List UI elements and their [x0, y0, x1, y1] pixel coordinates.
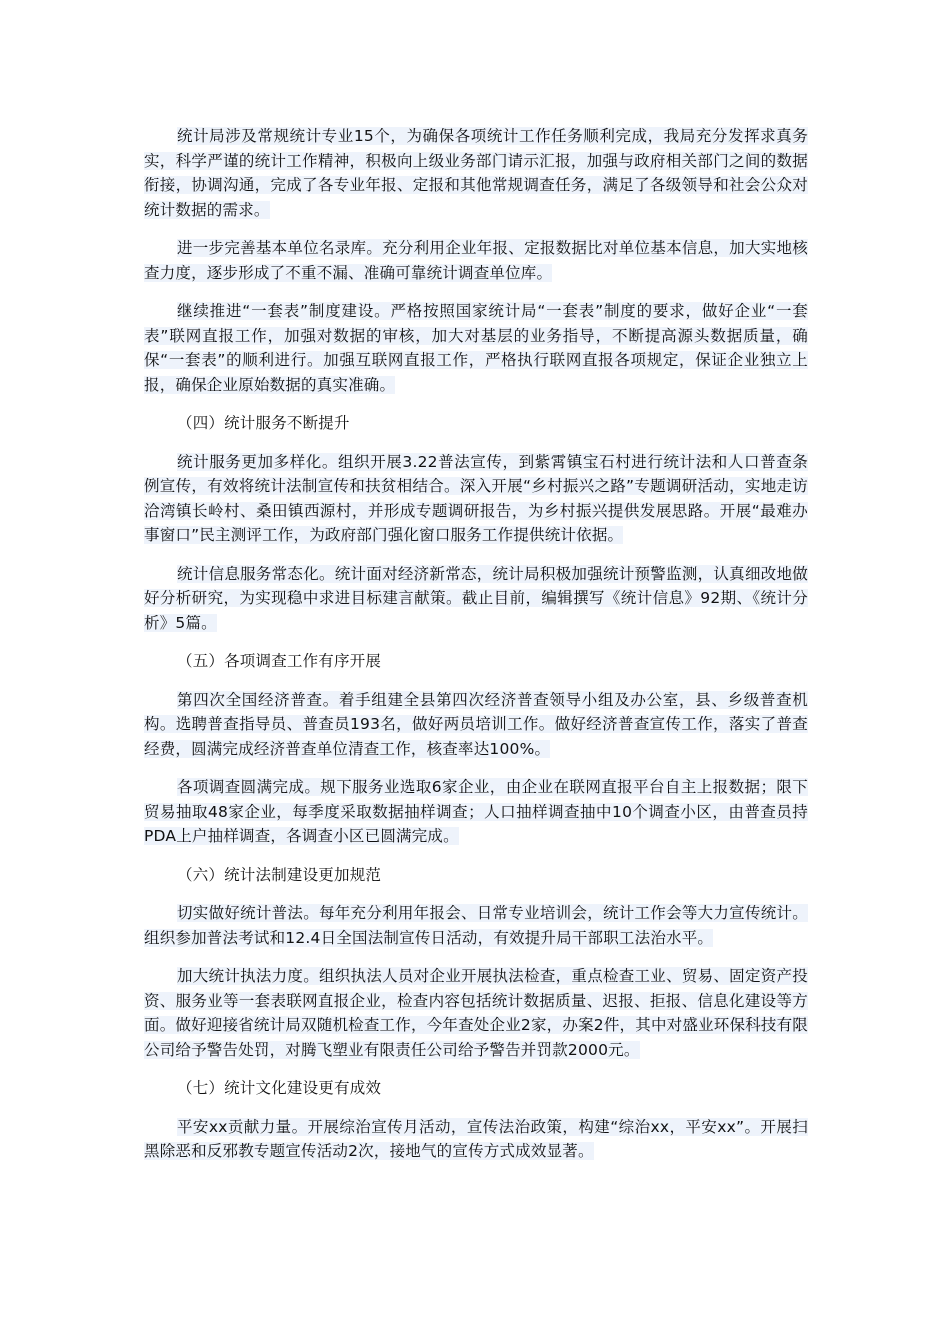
paragraph-safety-contribution: 平安xx贡献力量。开展综治宣传月活动，宣传法治政策，构建“综治xx，平安xx”。开展扫黑除恶和反邪教专题宣传活动2次，接地气的宣传方式成效显著。: [144, 1117, 808, 1160]
section-heading-5: （五）各项调查工作有序开展: [177, 652, 382, 670]
paragraph-law-enforcement: 加大统计执法力度。组织执法人员对企业开展执法检查，重点检查工业、贸易、固定资产投资、服务业等一套表联网直报企业，检查内容包括统计数据质量、迟报、拒报、信息化建设等方面。做好迎接省统计局双随机检查工作，今年查处企业2家，办案2件，其中对盛业环保科技有限公司给予警告处罚，对腾飞塑业有限责任公司给予警告并罚款2000元。: [144, 967, 808, 1059]
section-heading-4: （四）统计服务不断提升: [177, 414, 350, 432]
paragraph-one-table-system: 继续推进“一套表”制度建设。严格按照国家统计局“一套表”制度的要求，做好企业“一套表”联网直报工作，加强对数据的审核，加大对基层的业务指导，不断提高源头数据质量，确保“一套表”的顺利进行。加强互联网直报工作，严格执行联网直报各项规定，保证企业独立上报，确保企业原始数据的真实准确。: [144, 302, 808, 394]
paragraph-unit-directory: 进一步完善基本单位名录库。充分利用企业年报、定报数据比对单位基本信息，加大实地核查力度，逐步形成了不重不漏、准确可靠统计调查单位库。: [144, 239, 808, 282]
paragraph-information-service: 统计信息服务常态化。统计面对经济新常态，统计局积极加强统计预警监测，认真细改地做好分析研究，为实现稳中求进目标建言献策。截止目前，编辑撰写《统计信息》92期、《统计分析》5篇。: [144, 564, 808, 632]
paragraph-service-diversification: 统计服务更加多样化。组织开展3.22普法宣传，到紫霄镇宝石村进行统计法和人口普查条例宣传，有效将统计法制宣传和扶贫相结合。深入开展“乡村振兴之路”专题调研活动，实地走访洽湾镇长岭村、桑田镇西源村，并形成专题调研报告，为乡村振兴提供发展思路。开展“最难办事窗口”民主测评工作，为政府部门强化窗口服务工作提供统计依据。: [144, 452, 808, 544]
paragraph-economic-census: 第四次全国经济普查。着手组建全县第四次经济普查领导小组及办公室，县、乡级普查机构。选聘普查指导员、普查员193名，做好两员培训工作。做好经济普查宣传工作，落实了普查经费，圆满完成经济普查单位清查工作，核查率达100%。: [144, 690, 808, 758]
paragraph-overview: 统计局涉及常规统计专业15个，为确保各项统计工作任务顺利完成，我局充分发挥求真务实，科学严谨的统计工作精神，积极向上级业务部门请示汇报，加强与政府相关部门之间的数据衔接，协调沟通，完成了各专业年报、定报和其他常规调查任务，满足了各级领导和社会公众对统计数据的需求。: [144, 127, 808, 219]
document-body: [144, 124, 808, 1178]
section-heading-7: （七）统计文化建设更有成效: [177, 1079, 382, 1097]
section-heading-6: （六）统计法制建设更加规范: [177, 865, 382, 884]
paragraph-surveys-completed: 各项调查圆满完成。规下服务业选取6家企业，由企业在联网直报平台自主上报数据；限下贸易抽取48家企业，每季度采取数据抽样调查；人口抽样调查抽中10个调查小区，由普查员持PDA上户抽样调查，各调查小区已圆满完成。: [144, 778, 808, 845]
paragraph-law-popularization: 切实做好统计普法。每年充分利用年报会、日常专业培训会，统计工作会等大力宣传统计。组织参加普法考试和12.4日全国法制宣传日活动，有效提升局干部职工法治水平。: [144, 904, 808, 947]
